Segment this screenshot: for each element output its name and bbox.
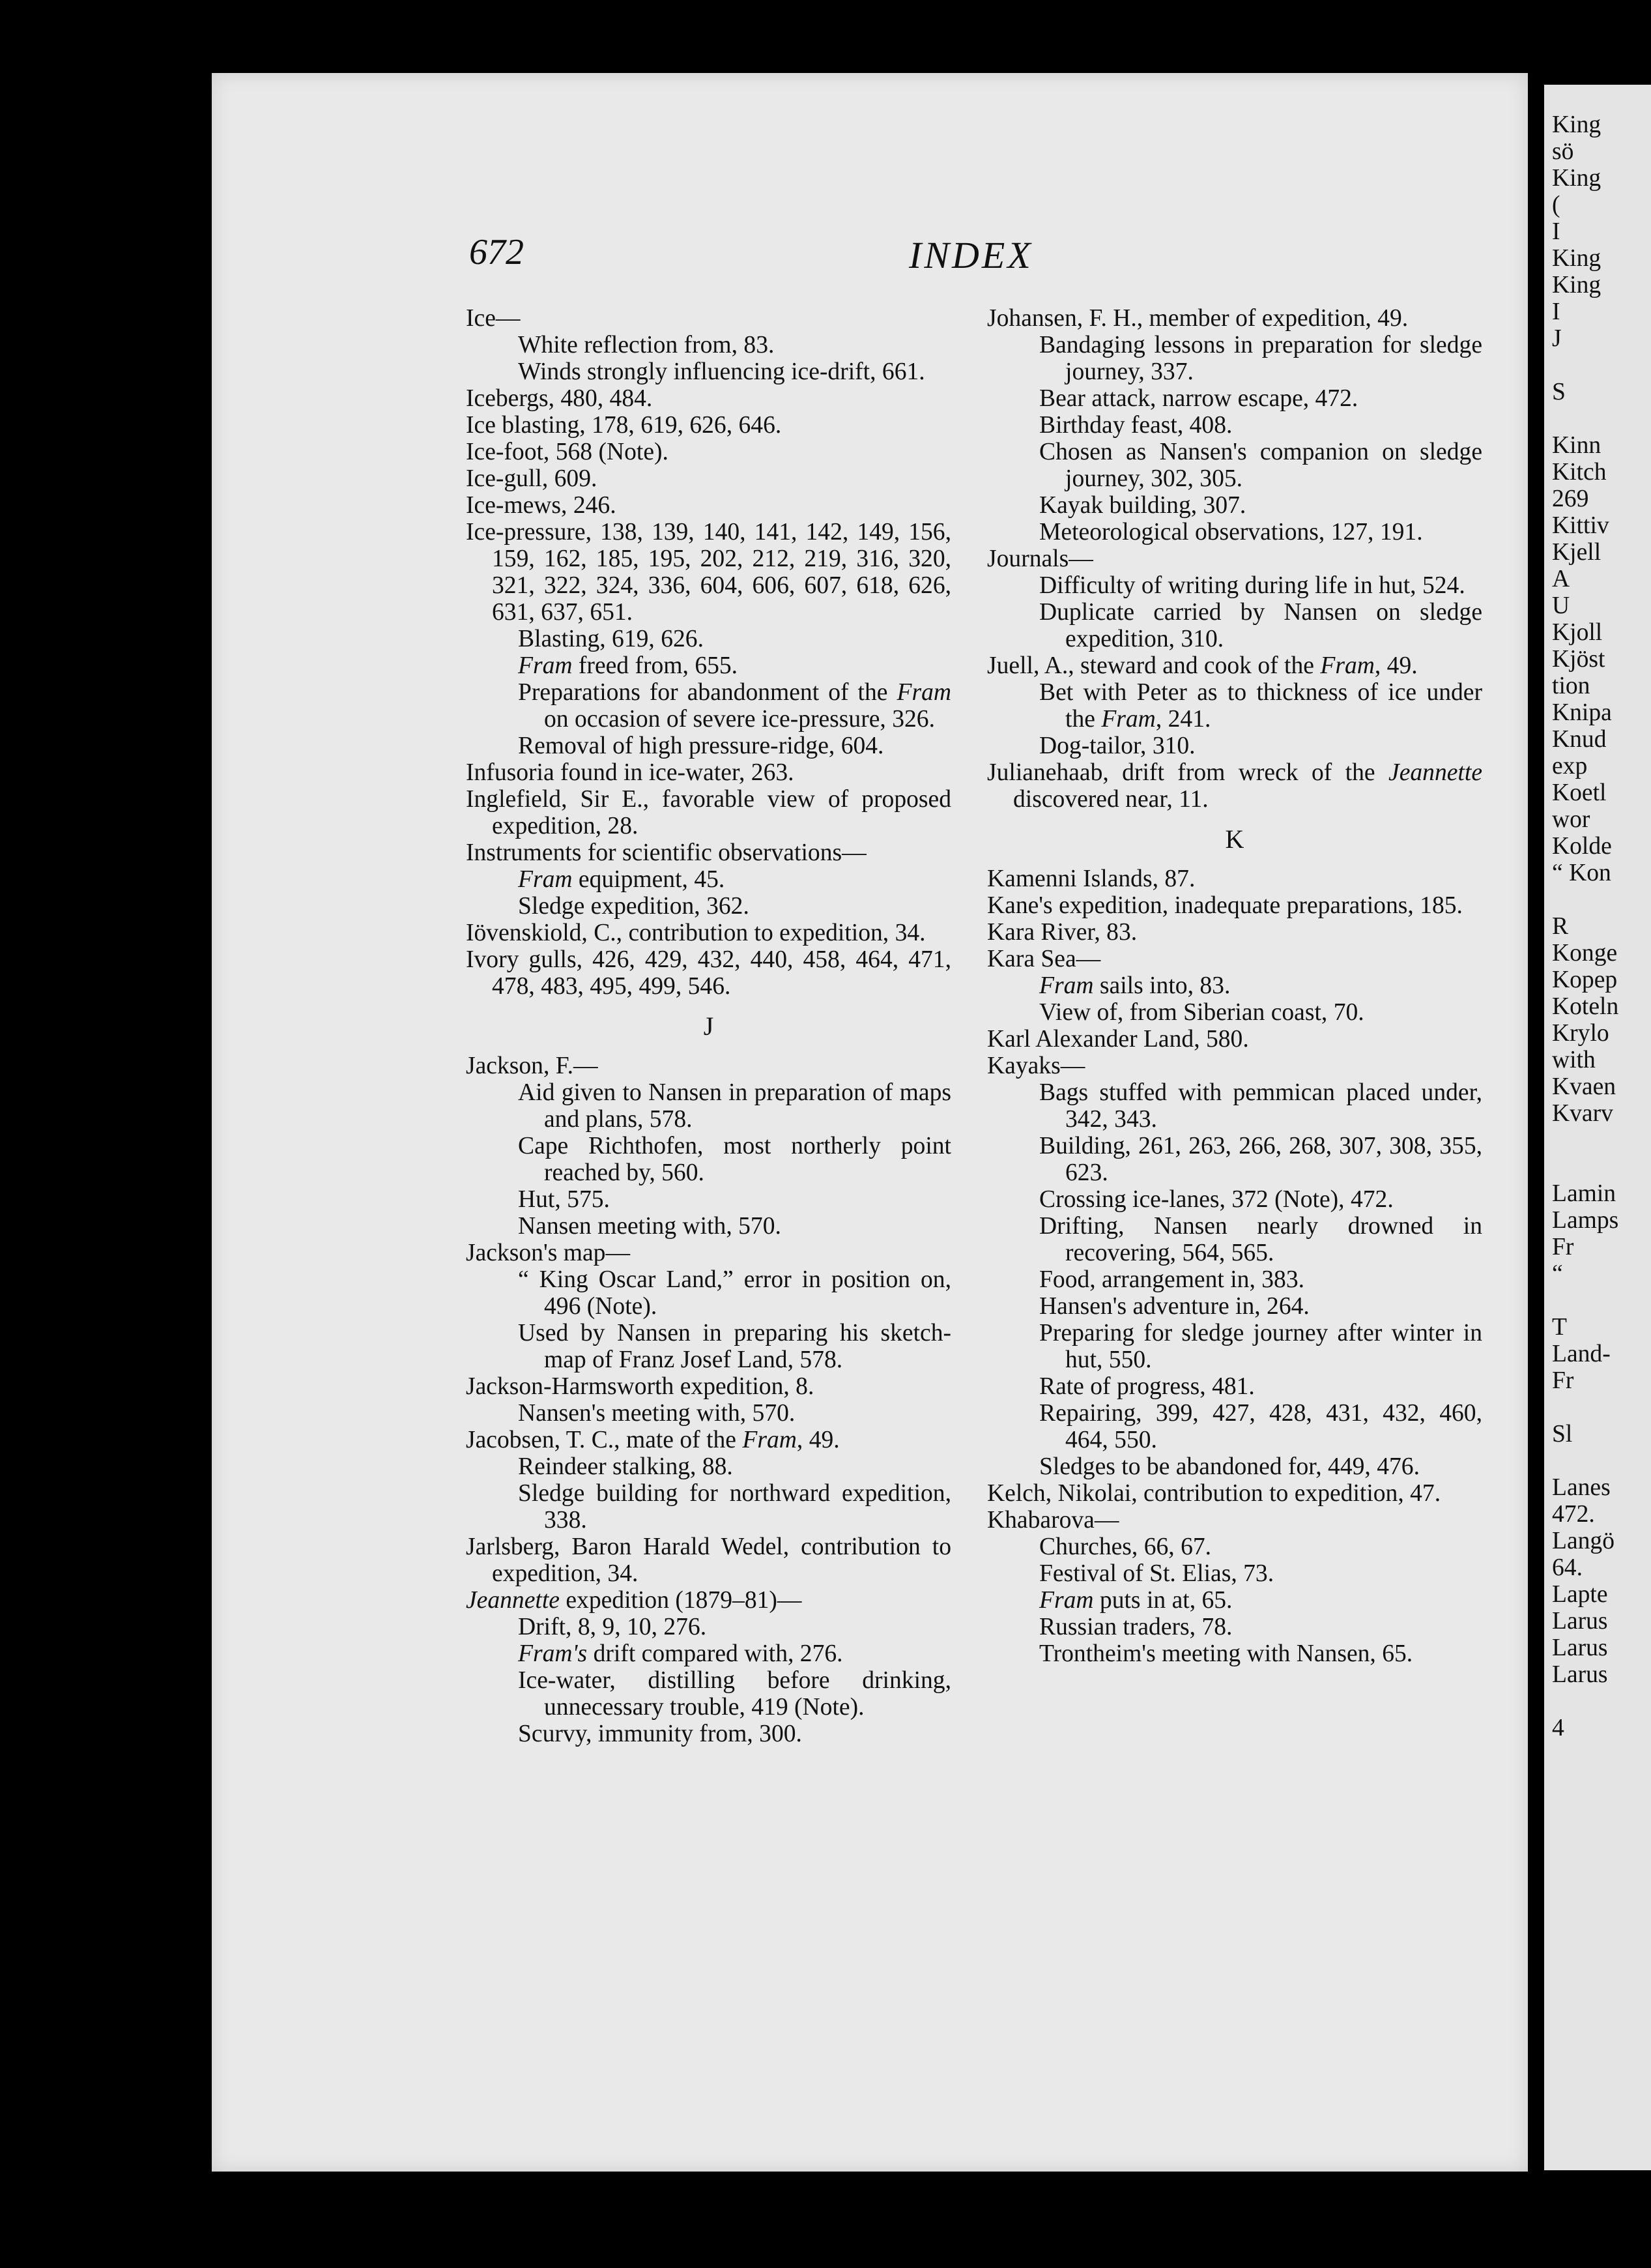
entry-text: Hut, 575. bbox=[518, 1186, 610, 1213]
entry-text: Preparing for sledge journey after winter in hut, 550. bbox=[1039, 1320, 1482, 1373]
index-entry bbox=[987, 652, 1482, 679]
index-entry bbox=[466, 305, 951, 332]
index-entry bbox=[987, 305, 1482, 332]
index-entry bbox=[466, 946, 951, 1000]
entry-text: , 241. bbox=[1155, 706, 1211, 733]
index-subentry bbox=[987, 1587, 1482, 1614]
index-subentry bbox=[987, 999, 1482, 1026]
index-subentry bbox=[987, 439, 1482, 492]
entry-text: Birthday feast, 408. bbox=[1039, 412, 1233, 439]
entry-text: Food, arrangement in, 383. bbox=[1039, 1266, 1305, 1293]
entry-text: Ice— bbox=[466, 305, 521, 332]
ship-name: Fram bbox=[518, 652, 573, 679]
running-head: INDEX bbox=[909, 234, 1033, 276]
index-subentry bbox=[466, 332, 951, 358]
index-entry bbox=[987, 1480, 1482, 1507]
index-entry bbox=[466, 1240, 951, 1266]
entry-text: Meteorological observations, 127, 191. bbox=[1039, 519, 1423, 545]
index-subentry bbox=[466, 893, 951, 920]
index-entry bbox=[466, 1053, 951, 1079]
entry-text: Kara River, 83. bbox=[987, 919, 1138, 946]
index-subentry bbox=[987, 679, 1482, 733]
entry-text: sails into, 83. bbox=[1093, 972, 1231, 999]
index-subentry bbox=[466, 1453, 951, 1480]
entry-text: Instruments for scientific observations— bbox=[466, 839, 867, 866]
section-letter: K bbox=[1225, 824, 1244, 854]
entry-text: Ice-foot, 568 (Note). bbox=[466, 439, 668, 465]
entry-text: Khabarova— bbox=[987, 1507, 1119, 1534]
entry-text: Preparations for abandonment of the bbox=[518, 679, 897, 706]
index-subentry bbox=[987, 1133, 1482, 1186]
entry-text: Chosen as Nansen's companion on sledge journey, 302, 305. bbox=[1039, 439, 1482, 492]
entry-text: Duplicate carried by Nansen on sledge expedition, 310. bbox=[1039, 599, 1482, 652]
ship-name: Jeannette bbox=[466, 1587, 560, 1614]
ship-name: Fram's bbox=[518, 1640, 588, 1667]
entry-text: Used by Nansen in preparing his sketch-map of Franz Josef Land, 578. bbox=[518, 1320, 951, 1373]
index-subentry bbox=[466, 866, 951, 893]
entry-text: Aid given to Nansen in preparation of maps and plans, 578. bbox=[518, 1079, 951, 1133]
index-subentry bbox=[987, 1266, 1482, 1293]
entry-text: Bear attack, narrow escape, 472. bbox=[1039, 385, 1358, 412]
index-subentry bbox=[466, 1640, 951, 1667]
entry-text: Bandaging lessons in preparation for sledge journey, 337. bbox=[1039, 332, 1482, 385]
ship-name: Fram bbox=[1039, 1587, 1094, 1614]
index-subentry bbox=[987, 1534, 1482, 1560]
index-entry bbox=[987, 1507, 1482, 1534]
entry-text: Inglefield, Sir E., favorable view of proposed expedition, 28. bbox=[466, 786, 951, 839]
index-subentry bbox=[466, 679, 951, 733]
index-entry bbox=[466, 439, 951, 465]
entry-text: Removal of high pressure-ridge, 604. bbox=[518, 733, 884, 759]
ship-name: Jeannette bbox=[1388, 759, 1482, 786]
index-subentry bbox=[987, 733, 1482, 759]
index-subentry bbox=[987, 519, 1482, 545]
entry-text: Jacobsen, T. C., mate of the bbox=[466, 1427, 743, 1453]
entry-text: Difficulty of writing during life in hut, 524. bbox=[1039, 572, 1465, 599]
index-subentry bbox=[466, 1213, 951, 1240]
index-subentry bbox=[987, 1560, 1482, 1587]
index-subentry bbox=[987, 599, 1482, 652]
index-entry bbox=[466, 385, 951, 412]
entry-text: Repairing, 399, 427, 428, 431, 432, 460, 464, 550. bbox=[1039, 1400, 1482, 1453]
ship-name: Fram bbox=[1101, 706, 1156, 733]
entry-text: Jarlsberg, Baron Harald Wedel, contribution to expedition, 34. bbox=[466, 1534, 951, 1587]
index-entry bbox=[466, 465, 951, 492]
entry-text: Trontheim's meeting with Nansen, 65. bbox=[1039, 1640, 1413, 1667]
entry-text: Kane's expedition, inadequate preparations, 185. bbox=[987, 892, 1463, 919]
index-entry bbox=[466, 1534, 951, 1587]
entry-text: View of, from Siberian coast, 70. bbox=[1039, 999, 1364, 1026]
entry-text: Infusoria found in ice-water, 263. bbox=[466, 759, 794, 786]
index-entry bbox=[987, 1026, 1482, 1053]
index-entry bbox=[466, 839, 951, 866]
entry-text: Winds strongly influencing ice-drift, 661. bbox=[518, 358, 925, 385]
entry-text: Jackson-Harmsworth expedition, 8. bbox=[466, 1373, 814, 1400]
entry-text: Icebergs, 480, 484. bbox=[466, 385, 653, 412]
entry-text: Kayak building, 307. bbox=[1039, 492, 1246, 519]
index-subentry bbox=[987, 492, 1482, 519]
index-subentry bbox=[466, 1721, 951, 1747]
entry-text: Scurvy, immunity from, 300. bbox=[518, 1721, 802, 1747]
entry-text: Building, 261, 263, 266, 268, 307, 308, 355, 623. bbox=[1039, 1133, 1482, 1186]
entry-text: Iövenskiold, C., contribution to expedition, 34. bbox=[466, 920, 926, 946]
index-subentry bbox=[466, 1079, 951, 1133]
index-subentry bbox=[466, 1400, 951, 1427]
entry-text: Ice-gull, 609. bbox=[466, 465, 597, 492]
entry-text: Johansen, F. H., member of expedition, 49. bbox=[987, 305, 1409, 332]
ship-name: Fram bbox=[897, 679, 951, 706]
entry-text: expedition (1879–81)— bbox=[559, 1587, 802, 1614]
entry-text: Sledge building for northward expedition, 338. bbox=[518, 1480, 951, 1534]
entry-text: Crossing ice-lanes, 372 (Note), 472. bbox=[1039, 1186, 1394, 1213]
entry-text: Dog-tailor, 310. bbox=[1039, 733, 1196, 759]
index-entry bbox=[466, 519, 951, 626]
ship-name: Fram bbox=[1039, 972, 1094, 999]
entry-text: White reflection from, 83. bbox=[518, 332, 775, 358]
entry-text: Kayaks— bbox=[987, 1053, 1085, 1079]
index-subentry bbox=[466, 1133, 951, 1186]
index-subentry bbox=[466, 626, 951, 652]
entry-text: Nansen's meeting with, 570. bbox=[518, 1400, 796, 1427]
entry-text: on occasion of severe ice-pressure, 326. bbox=[544, 706, 935, 733]
index-entry bbox=[466, 1427, 951, 1453]
index-subentry bbox=[466, 733, 951, 759]
entry-text: Kamenni Islands, 87. bbox=[987, 865, 1196, 892]
index-subentry bbox=[987, 572, 1482, 599]
ship-name: Fram bbox=[1320, 652, 1375, 679]
entry-text: Jackson, F.— bbox=[466, 1053, 598, 1079]
entry-text: drift compared with, 276. bbox=[587, 1640, 843, 1667]
entry-text: Sledges to be abandoned for, 449, 476. bbox=[1039, 1453, 1420, 1480]
entry-text: Nansen meeting with, 570. bbox=[518, 1213, 781, 1240]
index-entry bbox=[987, 865, 1482, 892]
entry-text: Rate of progress, 481. bbox=[1039, 1373, 1255, 1400]
adjacent-page-text: King sö King ( I King King I J S Kinn Kitch 269 Kittiv Kjell A U Kjoll Kjöst tion Knipa Knud exp Koetl wor Kolde “ Kon R Konge Kopep Koteln Krylo with Kvaen Kvarv Lamin Lamps Fr “ T Land- Fr Sl Lanes 472. Langö 64. Lapte Larus Larus Larus 4 bbox=[1552, 111, 1619, 1741]
index-subentry bbox=[466, 1667, 951, 1721]
entry-text: Reindeer stalking, 88. bbox=[518, 1453, 733, 1480]
entry-text: Kelch, Nikolai, contribution to expedition, 47. bbox=[987, 1480, 1441, 1507]
entry-text: “ King Oscar Land,” error in position on, 496 (Note). bbox=[518, 1266, 951, 1320]
index-entry bbox=[987, 946, 1482, 972]
index-subentry bbox=[466, 652, 951, 679]
section-letter: J bbox=[703, 1011, 714, 1041]
entry-text: Blasting, 619, 626. bbox=[518, 626, 704, 652]
entry-text: Bet with Peter as to thickness of ice under the bbox=[1039, 679, 1482, 733]
index-column-right bbox=[987, 305, 1482, 1667]
index-entry bbox=[466, 492, 951, 519]
index-entry bbox=[466, 1373, 951, 1400]
index-subentry bbox=[987, 412, 1482, 439]
entry-text: Bags stuffed with pemmican placed under, 342, 343. bbox=[1039, 1079, 1482, 1133]
index-subentry bbox=[466, 1186, 951, 1213]
entry-text: Journals— bbox=[987, 545, 1093, 572]
page-number: 672 bbox=[469, 232, 524, 272]
index-entry bbox=[466, 1587, 951, 1614]
index-column-left bbox=[466, 305, 951, 1747]
index-subentry bbox=[987, 1213, 1482, 1266]
index-entry bbox=[987, 1053, 1482, 1079]
entry-text: Ice-pressure, 138, 139, 140, 141, 142, 149, 156, 159, 162, 185, 195, 202, 212, 219, 316, 320, 321, 322, 324, 336, 604, 606, 607, 618, 626, 631, 637, 651. bbox=[466, 519, 951, 626]
index-subentry bbox=[466, 1320, 951, 1373]
index-entry bbox=[466, 786, 951, 839]
entry-text: equipment, 45. bbox=[572, 866, 725, 893]
entry-text: Juell, A., steward and cook of the bbox=[987, 652, 1321, 679]
index-subentry bbox=[987, 972, 1482, 999]
index-subentry bbox=[987, 1614, 1482, 1640]
entry-text: Sledge expedition, 362. bbox=[518, 893, 749, 920]
index-entry bbox=[987, 545, 1482, 572]
index-subentry bbox=[466, 1266, 951, 1320]
entry-text: Ivory gulls, 426, 429, 432, 440, 458, 464, 471, 478, 483, 495, 499, 546. bbox=[466, 946, 951, 1000]
entry-text: Festival of St. Elias, 73. bbox=[1039, 1560, 1274, 1587]
entry-text: Jackson's map— bbox=[466, 1240, 631, 1266]
index-subentry bbox=[987, 1293, 1482, 1320]
entry-text: Drift, 8, 9, 10, 276. bbox=[518, 1614, 707, 1640]
entry-text: Ice-water, distilling before drinking, unnecessary trouble, 419 (Note). bbox=[518, 1667, 951, 1721]
entry-text: Julianehaab, drift from wreck of the bbox=[987, 759, 1389, 786]
entry-text: Hansen's adventure in, 264. bbox=[1039, 1293, 1310, 1320]
ship-name: Fram bbox=[518, 866, 573, 893]
index-subentry bbox=[987, 1373, 1482, 1400]
index-subentry bbox=[987, 332, 1482, 385]
entry-text: Cape Richthofen, most northerly point reached by, 560. bbox=[518, 1133, 951, 1186]
entry-text: , 49. bbox=[796, 1427, 840, 1453]
index-entry bbox=[466, 759, 951, 786]
index-subentry bbox=[987, 1400, 1482, 1453]
entry-text: puts in at, 65. bbox=[1093, 1587, 1233, 1614]
index-entry bbox=[466, 920, 951, 946]
entry-text: Ice-mews, 246. bbox=[466, 492, 616, 519]
index-entry bbox=[987, 892, 1482, 919]
entry-text: discovered near, 11. bbox=[1013, 786, 1209, 813]
index-subentry bbox=[987, 1320, 1482, 1373]
ship-name: Fram bbox=[742, 1427, 797, 1453]
index-subentry bbox=[466, 1480, 951, 1534]
entry-text: Karl Alexander Land, 580. bbox=[987, 1026, 1249, 1053]
index-entry bbox=[987, 759, 1482, 813]
index-subentry bbox=[987, 1186, 1482, 1213]
index-subentry bbox=[987, 1079, 1482, 1133]
entry-text: Churches, 66, 67. bbox=[1039, 1534, 1212, 1560]
entry-text: freed from, 655. bbox=[572, 652, 738, 679]
index-entry bbox=[987, 919, 1482, 946]
index-subentry bbox=[987, 1453, 1482, 1480]
entry-text: Ice blasting, 178, 619, 626, 646. bbox=[466, 412, 782, 439]
index-entry bbox=[466, 412, 951, 439]
index-subentry bbox=[466, 358, 951, 385]
entry-text: Kara Sea— bbox=[987, 946, 1101, 972]
entry-text: , 49. bbox=[1374, 652, 1418, 679]
index-subentry bbox=[466, 1614, 951, 1640]
index-subentry bbox=[987, 385, 1482, 412]
index-subentry bbox=[987, 1640, 1482, 1667]
entry-text: Russian traders, 78. bbox=[1039, 1614, 1233, 1640]
adjacent-page-edge bbox=[1544, 85, 1651, 2170]
entry-text: Drifting, Nansen nearly drowned in recovering, 564, 565. bbox=[1039, 1213, 1482, 1266]
